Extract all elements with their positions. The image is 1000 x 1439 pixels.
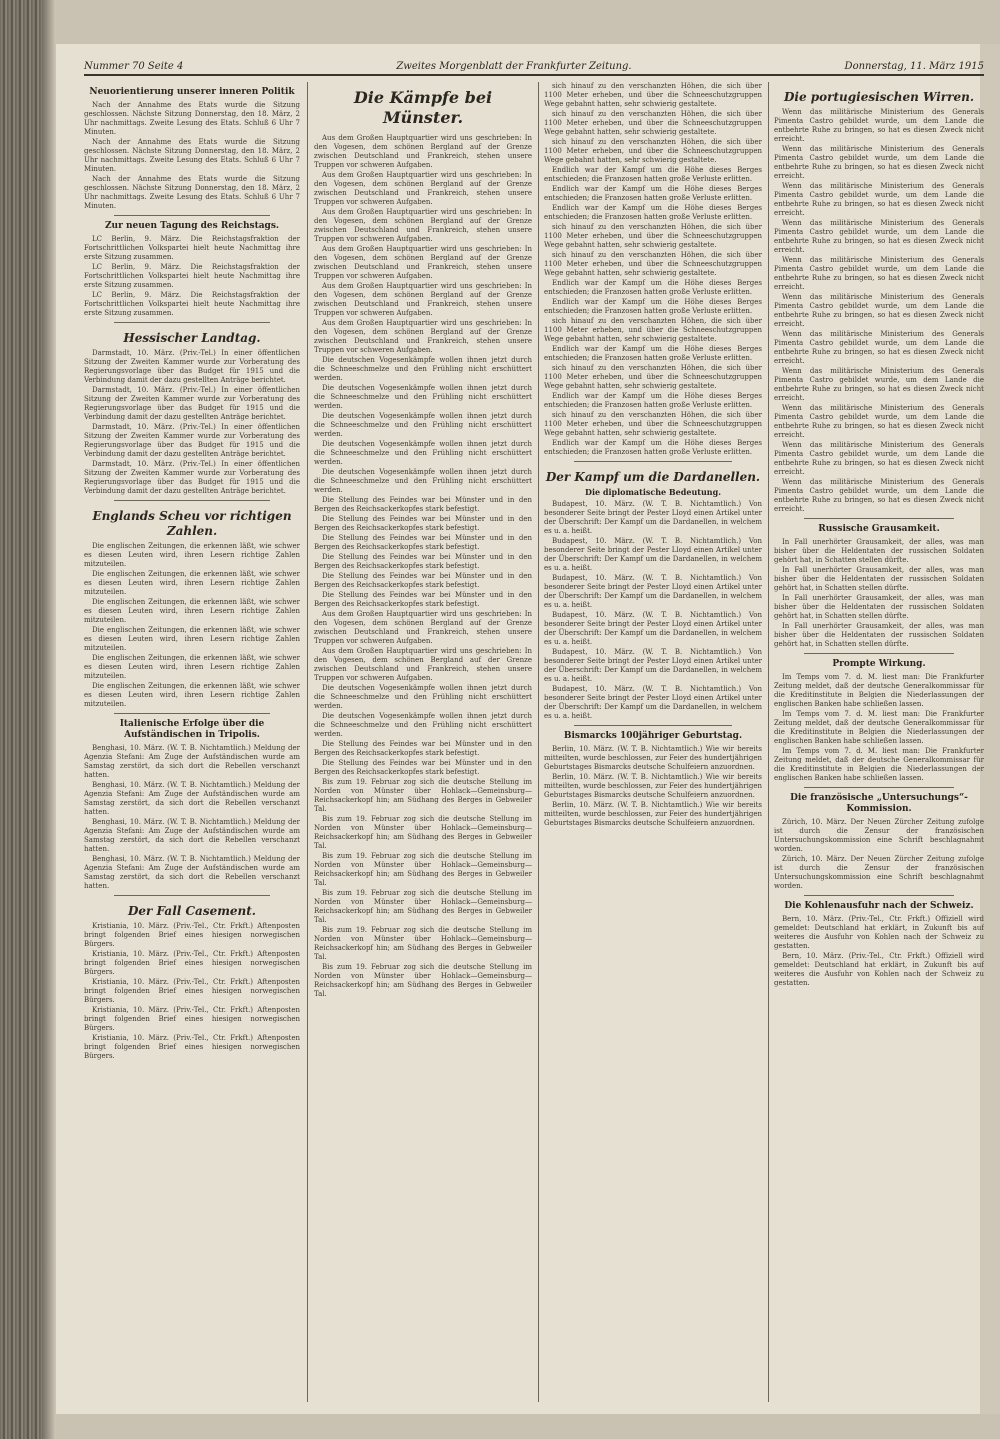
article-text: Aus dem Großen Hauptquartier wird uns geschrieben: In den Vogesen, dem schönen Bergland auf der Grenze zwischen Deutschland und Frankreich, stehen unsere Truppen vor schweren Aufgaben. xyxy=(314,171,532,206)
article-text: Die deutschen Vogesenkämpfe wollen ihnen jetzt durch die Schneeschmelze und den Frühling nicht erschüttert werden. xyxy=(314,384,532,410)
article-text: Die deutschen Vogesenkämpfe wollen ihnen jetzt durch die Schneeschmelze und den Frühling nicht erschüttert werden. xyxy=(314,712,532,738)
article-text: Die deutschen Vogesenkämpfe wollen ihnen jetzt durch die Schneeschmelze und den Frühling nicht erschüttert werden. xyxy=(314,468,532,494)
article-text: Berlin, 10. März. (W. T. B. Nichtamtlich.) Wie wir bereits mitteilten, wurde beschlossen, zur Feier des hundertjährigen Geburtstages Bismarcks deutsche Schulfeiern anzuordnen. xyxy=(544,801,762,827)
article-text: Aus dem Großen Hauptquartier wird uns geschrieben: In den Vogesen, dem schönen Bergland auf der Grenze zwischen Deutschland und Frankreich, stehen unsere Truppen vor schweren Aufgaben. xyxy=(314,610,532,645)
divider xyxy=(114,895,270,896)
article-text: Die englischen Zeitungen, die erkennen läßt, wie schwer es diesen Leuten wird, ihren Lesern richtige Zahlen mitzuteilen. xyxy=(84,542,300,568)
article-text: In Fall unerhörter Grausamkeit, der alles, was man bisher über die Heldentaten der russischen Soldaten gehört hat, in Schatten stellen dürfte. xyxy=(774,622,984,648)
article-text: In Fall unerhörter Grausamkeit, der alles, was man bisher über die Heldentaten der russischen Soldaten gehört hat, in Schatten stellen dürfte. xyxy=(774,538,984,564)
article-text: Kristiania, 10. März. (Priv.-Tel., Ctr. Frkft.) Aftenposten bringt folgenden Brief eines hiesigen norwegischen Bürgers. xyxy=(84,1006,300,1032)
article-text: Bis zum 19. Februar zog sich die deutsche Stellung im Norden von Münster über Hohlack—Gemeinsburg—Reichsackerkopf hin; am Südhang des Berges in Gebweiler Tal. xyxy=(314,815,532,850)
article-text: sich hinauf zu den verschanzten Höhen, die sich über 1100 Meter erheben, und über die Schneeschutzgruppen Wege gebahnt hatten, sehr schwierig gestaltete. xyxy=(544,364,762,390)
article-text: Kristiania, 10. März. (Priv.-Tel., Ctr. Frkft.) Aftenposten bringt folgenden Brief eines hiesigen norwegischen Bürgers. xyxy=(84,950,300,976)
article-text: LC Berlin, 9. März. Die Reichstagsfraktion der Fortschrittlichen Volkspartei hielt heute Nachmittag ihre erste Sitzung zusammen. xyxy=(84,235,300,261)
book-binding xyxy=(0,0,42,1439)
article-heading: Englands Scheu vor richtigen Zahlen. xyxy=(92,509,292,538)
article-text: Wenn das militärische Ministerium des Generals Pimenta Castro gebildet wurde, um dem Lande die entbehrte Ruhe zu bringen, so hat es diesen Zweck nicht erreicht. xyxy=(774,108,984,143)
column-1 xyxy=(84,82,300,1402)
article-text: Die englischen Zeitungen, die erkennen läßt, wie schwer es diesen Leuten wird, ihren Lesern richtige Zahlen mitzuteilen. xyxy=(84,654,300,680)
article-text: Darmstadt, 10. März. (Priv.-Tel.) In einer öffentlichen Sitzung der Zweiten Kammer wurde zur Vorberatung des Regierungsvorlage über das Budget für 1915 und die Verbindung damit der dazu gestellten Anträge berichtet. xyxy=(84,349,300,384)
article-text: Endlich war der Kampf um die Höhe dieses Berges entschieden; die Franzosen hatten große Verluste erlitten. xyxy=(544,345,762,362)
article-text: Die Stellung des Feindes war bei Münster und in den Bergen des Reichsackerkopfes stark befestigt. xyxy=(314,496,532,513)
article-text: Berlin, 10. März. (W. T. B. Nichtamtlich.) Wie wir bereits mitteilten, wurde beschlossen, zur Feier des hundertjährigen Geburtstages Bismarcks deutsche Schulfeiern anzuordnen. xyxy=(544,773,762,799)
divider xyxy=(114,215,270,216)
article-text: Im Temps vom 7. d. M. liest man: Die Frankfurter Zeitung meldet, daß der deutsche Generalkommissar für die Kreditinstitute in Belgien die Niederlassungen der englischen Banken habe schließen lassen. xyxy=(774,710,984,745)
divider xyxy=(804,653,954,654)
column-4 xyxy=(774,82,984,1402)
article-text: Die englischen Zeitungen, die erkennen läßt, wie schwer es diesen Leuten wird, ihren Lesern richtige Zahlen mitzuteilen. xyxy=(84,598,300,624)
article-text: sich hinauf zu den verschanzten Höhen, die sich über 1100 Meter erheben, und über die Schneeschutzgruppen Wege gebahnt hatten, sehr schwierig gestaltete. xyxy=(544,411,762,437)
article-text: In Fall unerhörter Grausamkeit, der alles, was man bisher über die Heldentaten der russischen Soldaten gehört hat, in Schatten stellen dürfte. xyxy=(774,594,984,620)
article-heading: Bismarcks 100jähriger Geburtstag. xyxy=(563,731,743,741)
article-text: sich hinauf zu den verschanzten Höhen, die sich über 1100 Meter erheben, und über die Schneeschutzgruppen Wege gebahnt hatten, sehr schwierig gestaltete. xyxy=(544,138,762,164)
article-heading: Der Fall Casement. xyxy=(128,904,256,918)
article-text: Budapest, 10. März. (W. T. B. Nichtamtlich.) Von besonderer Seite bringt der Pester Lloyd einen Artikel unter der Überschrift: Der Kampf um die Dardanellen, in welchem es u. a. heißt. xyxy=(544,648,762,683)
article-text: Bis zum 19. Februar zog sich die deutsche Stellung im Norden von Münster über Hohlack—Gemeinsburg—Reichsackerkopf hin; am Südhang des Berges in Gebweiler Tal. xyxy=(314,926,532,961)
article-text: LC Berlin, 9. März. Die Reichstagsfraktion der Fortschrittlichen Volkspartei hielt heute Nachmittag ihre erste Sitzung zusammen. xyxy=(84,291,300,317)
article-text: Wenn das militärische Ministerium des Generals Pimenta Castro gebildet wurde, um dem Lande die entbehrte Ruhe zu bringen, so hat es diesen Zweck nicht erreicht. xyxy=(774,441,984,476)
article-text: Endlich war der Kampf um die Höhe dieses Berges entschieden; die Franzosen hatten große Verluste erlitten. xyxy=(544,185,762,202)
article-text: Zürich, 10. März. Der Neuen Zürcher Zeitung zufolge ist durch die Zensur der französischen Untersuchungskommission eine Schrift beschlagnahmt worden. xyxy=(774,855,984,890)
article-text: Die englischen Zeitungen, die erkennen läßt, wie schwer es diesen Leuten wird, ihren Lesern richtige Zahlen mitzuteilen. xyxy=(84,570,300,596)
article-text: Die deutschen Vogesenkämpfe wollen ihnen jetzt durch die Schneeschmelze und den Frühling nicht erschüttert werden. xyxy=(314,412,532,438)
article-text: Zürich, 10. März. Der Neuen Zürcher Zeitung zufolge ist durch die Zensur der französischen Untersuchungskommission eine Schrift beschlagnahmt worden. xyxy=(774,818,984,853)
article-text: Bern, 10. März. (Priv.-Tel., Ctr. Frkft.) Offiziell wird gemeldet: Deutschland hat erklärt, in Zukunft bis auf weiteres die Ausfuhr von Kohlen nach der Schweiz zu gestatten. xyxy=(774,915,984,950)
article-text: Budapest, 10. März. (W. T. B. Nichtamtlich.) Von besonderer Seite bringt der Pester Lloyd einen Artikel unter der Überschrift: Der Kampf um die Dardanellen, in welchem es u. a. heißt. xyxy=(544,574,762,609)
article-heading: Die Kämpfe bei Münster. xyxy=(353,88,493,127)
article-text: Benghasi, 10. März. (W. T. B. Nichtamtlich.) Meldung der Agenzia Stefani: Am Zuge der Aufständischen wurde am Samstag zerstört, da sich dort die Rebellen verschanzt hatten. xyxy=(84,744,300,779)
article-text: LC Berlin, 9. März. Die Reichstagsfraktion der Fortschrittlichen Volkspartei hielt heute Nachmittag ihre erste Sitzung zusammen. xyxy=(84,263,300,289)
article-text: Wenn das militärische Ministerium des Generals Pimenta Castro gebildet wurde, um dem Lande die entbehrte Ruhe zu bringen, so hat es diesen Zweck nicht erreicht. xyxy=(774,478,984,513)
article-subheading: Die diplomatische Bedeutung. xyxy=(585,487,721,497)
article-text: Endlich war der Kampf um die Höhe dieses Berges entschieden; die Franzosen hatten große Verluste erlitten. xyxy=(544,439,762,456)
article-text: Darmstadt, 10. März. (Priv.-Tel.) In einer öffentlichen Sitzung der Zweiten Kammer wurde zur Vorberatung des Regierungsvorlage über das Budget für 1915 und die Verbindung damit der dazu gestellten Anträge berichtet. xyxy=(84,460,300,495)
article-text: Die Stellung des Feindes war bei Münster und in den Bergen des Reichsackerkopfes stark befestigt. xyxy=(314,572,532,589)
article-text: Im Temps vom 7. d. M. liest man: Die Frankfurter Zeitung meldet, daß der deutsche Generalkommissar für die Kreditinstitute in Belgien die Niederlassungen der englischen Banken habe schließen lassen. xyxy=(774,673,984,708)
article-heading: Die portugiesischen Wirren. xyxy=(784,90,974,104)
column-rule xyxy=(307,82,308,1402)
article-text: Wenn das militärische Ministerium des Generals Pimenta Castro gebildet wurde, um dem Lande die entbehrte Ruhe zu bringen, so hat es diesen Zweck nicht erreicht. xyxy=(774,367,984,402)
article-text: Berlin, 10. März. (W. T. B. Nichtamtlich.) Wie wir bereits mitteilten, wurde beschlossen, zur Feier des hundertjährigen Geburtstages Bismarcks deutsche Schulfeiern anzuordnen. xyxy=(544,745,762,771)
article-text: Endlich war der Kampf um die Höhe dieses Berges entschieden; die Franzosen hatten große Verluste erlitten. xyxy=(544,279,762,296)
article-text: Die englischen Zeitungen, die erkennen läßt, wie schwer es diesen Leuten wird, ihren Lesern richtige Zahlen mitzuteilen. xyxy=(84,626,300,652)
article-text: Wenn das militärische Ministerium des Generals Pimenta Castro gebildet wurde, um dem Lande die entbehrte Ruhe zu bringen, so hat es diesen Zweck nicht erreicht. xyxy=(774,256,984,291)
divider xyxy=(804,895,954,896)
article-heading: Der Kampf um die Dardanellen. xyxy=(545,470,761,484)
article-text: Bern, 10. März. (Priv.-Tel., Ctr. Frkft.) Offiziell wird gemeldet: Deutschland hat erklärt, in Zukunft bis auf weiteres die Ausfuhr von Kohlen nach der Schweiz zu gestatten. xyxy=(774,952,984,987)
article-text: Die englischen Zeitungen, die erkennen läßt, wie schwer es diesen Leuten wird, ihren Lesern richtige Zahlen mitzuteilen. xyxy=(84,682,300,708)
article-text: Benghasi, 10. März. (W. T. B. Nichtamtlich.) Meldung der Agenzia Stefani: Am Zuge der Aufständischen wurde am Samstag zerstört, da sich dort die Rebellen verschanzt hatten. xyxy=(84,818,300,853)
article-text: Darmstadt, 10. März. (Priv.-Tel.) In einer öffentlichen Sitzung der Zweiten Kammer wurde zur Vorberatung des Regierungsvorlage über das Budget für 1915 und die Verbindung damit der dazu gestellten Anträge berichtet. xyxy=(84,423,300,458)
article-text: Die Stellung des Feindes war bei Münster und in den Bergen des Reichsackerkopfes stark befestigt. xyxy=(314,591,532,608)
article-text: Die deutschen Vogesenkämpfe wollen ihnen jetzt durch die Schneeschmelze und den Frühling nicht erschüttert werden. xyxy=(314,684,532,710)
article-text: Budapest, 10. März. (W. T. B. Nichtamtlich.) Von besonderer Seite bringt der Pester Lloyd einen Artikel unter der Überschrift: Der Kampf um die Dardanellen, in welchem es u. a. heißt. xyxy=(544,611,762,646)
column-2 xyxy=(314,82,532,1402)
article-text: sich hinauf zu den verschanzten Höhen, die sich über 1100 Meter erheben, und über die Schneeschutzgruppen Wege gebahnt hatten, sehr schwierig gestaltete. xyxy=(544,110,762,136)
article-text: sich hinauf zu den verschanzten Höhen, die sich über 1100 Meter erheben, und über die Schneeschutzgruppen Wege gebahnt hatten, sehr schwierig gestaltete. xyxy=(544,223,762,249)
column-3 xyxy=(544,82,762,1402)
article-text: Bis zum 19. Februar zog sich die deutsche Stellung im Norden von Münster über Hohlack—Gemeinsburg—Reichsackerkopf hin; am Südhang des Berges in Gebweiler Tal. xyxy=(314,778,532,813)
article-text: Bis zum 19. Februar zog sich die deutsche Stellung im Norden von Münster über Hohlack—Gemeinsburg—Reichsackerkopf hin; am Südhang des Berges in Gebweiler Tal. xyxy=(314,963,532,998)
article-text: Kristiania, 10. März. (Priv.-Tel., Ctr. Frkft.) Aftenposten bringt folgenden Brief eines hiesigen norwegischen Bürgers. xyxy=(84,922,300,948)
article-text: Bis zum 19. Februar zog sich die deutsche Stellung im Norden von Münster über Hohlack—Gemeinsburg—Reichsackerkopf hin; am Südhang des Berges in Gebweiler Tal. xyxy=(314,889,532,924)
article-heading: Neuorientierung unserer inneren Politik xyxy=(89,87,295,97)
article-text: Die Stellung des Feindes war bei Münster und in den Bergen des Reichsackerkopfes stark befestigt. xyxy=(314,534,532,551)
divider xyxy=(114,713,270,714)
page-fold-top xyxy=(56,0,1000,44)
article-text: Die Stellung des Feindes war bei Münster und in den Bergen des Reichsackerkopfes stark befestigt. xyxy=(314,759,532,776)
article-text: Die deutschen Vogesenkämpfe wollen ihnen jetzt durch die Schneeschmelze und den Frühling nicht erschüttert werden. xyxy=(314,440,532,466)
article-text: Nach der Annahme des Etats wurde die Sitzung geschlossen. Nächste Sitzung Donnerstag, den 18. März, 2 Uhr nachmittags. Zweite Lesung des Etats. Schluß 6 Uhr 7 Minuten. xyxy=(84,138,300,173)
article-text: Die deutschen Vogesenkämpfe wollen ihnen jetzt durch die Schneeschmelze und den Frühling nicht erschüttert werden. xyxy=(314,356,532,382)
article-text: Endlich war der Kampf um die Höhe dieses Berges entschieden; die Franzosen hatten große Verluste erlitten. xyxy=(544,298,762,315)
article-text: Kristiania, 10. März. (Priv.-Tel., Ctr. Frkft.) Aftenposten bringt folgenden Brief eines hiesigen norwegischen Bürgers. xyxy=(84,1034,300,1060)
article-text: Wenn das militärische Ministerium des Generals Pimenta Castro gebildet wurde, um dem Lande die entbehrte Ruhe zu bringen, so hat es diesen Zweck nicht erreicht. xyxy=(774,182,984,217)
newspaper-page xyxy=(56,44,984,1414)
article-text: Benghasi, 10. März. (W. T. B. Nichtamtlich.) Meldung der Agenzia Stefani: Am Zuge der Aufständischen wurde am Samstag zerstört, da sich dort die Rebellen verschanzt hatten. xyxy=(84,781,300,816)
article-text: Budapest, 10. März. (W. T. B. Nichtamtlich.) Von besonderer Seite bringt der Pester Lloyd einen Artikel unter der Überschrift: Der Kampf um die Dardanellen, in welchem es u. a. heißt. xyxy=(544,537,762,572)
header-date: Donnerstag, 11. März 1915 xyxy=(844,60,984,72)
article-text: Endlich war der Kampf um die Höhe dieses Berges entschieden; die Franzosen hatten große Verluste erlitten. xyxy=(544,392,762,409)
divider xyxy=(574,725,732,726)
article-text: sich hinauf zu den verschanzten Höhen, die sich über 1100 Meter erheben, und über die Schneeschutzgruppen Wege gebahnt hatten, sehr schwierig gestaltete. xyxy=(544,317,762,343)
column-rule xyxy=(768,82,769,1402)
article-text: Budapest, 10. März. (W. T. B. Nichtamtlich.) Von besonderer Seite bringt der Pester Lloyd einen Artikel unter der Überschrift: Der Kampf um die Dardanellen, in welchem es u. a. heißt. xyxy=(544,500,762,535)
divider xyxy=(114,322,270,323)
article-text: sich hinauf zu den verschanzten Höhen, die sich über 1100 Meter erheben, und über die Schneeschutzgruppen Wege gebahnt hatten, sehr schwierig gestaltete. xyxy=(544,251,762,277)
article-text: Aus dem Großen Hauptquartier wird uns geschrieben: In den Vogesen, dem schönen Bergland auf der Grenze zwischen Deutschland und Frankreich, stehen unsere Truppen vor schweren Aufgaben. xyxy=(314,245,532,280)
article-text: In Fall unerhörter Grausamkeit, der alles, was man bisher über die Heldentaten der russischen Soldaten gehört hat, in Schatten stellen dürfte. xyxy=(774,566,984,592)
article-text: Kristiania, 10. März. (Priv.-Tel., Ctr. Frkft.) Aftenposten bringt folgenden Brief eines hiesigen norwegischen Bürgers. xyxy=(84,978,300,1004)
article-text: Aus dem Großen Hauptquartier wird uns geschrieben: In den Vogesen, dem schönen Bergland auf der Grenze zwischen Deutschland und Frankreich, stehen unsere Truppen vor schweren Aufgaben. xyxy=(314,208,532,243)
article-heading: Zur neuen Tagung des Reichstags. xyxy=(104,221,280,231)
article-heading: Prompte Wirkung. xyxy=(832,659,926,669)
column-rule xyxy=(538,82,539,1402)
article-text: sich hinauf zu den verschanzten Höhen, die sich über 1100 Meter erheben, und über die Schneeschutzgruppen Wege gebahnt hatten, sehr schwierig gestaltete. xyxy=(544,82,762,108)
article-text: Wenn das militärische Ministerium des Generals Pimenta Castro gebildet wurde, um dem Lande die entbehrte Ruhe zu bringen, so hat es diesen Zweck nicht erreicht. xyxy=(774,145,984,180)
article-heading: Italienische Erfolge über die Aufständischen in Tripolis. xyxy=(119,719,265,740)
article-text: Aus dem Großen Hauptquartier wird uns geschrieben: In den Vogesen, dem schönen Bergland auf der Grenze zwischen Deutschland und Frankreich, stehen unsere Truppen vor schweren Aufgaben. xyxy=(314,319,532,354)
header-page-number: Nummer 70 Seite 4 xyxy=(84,60,184,72)
article-text: Wenn das militärische Ministerium des Generals Pimenta Castro gebildet wurde, um dem Lande die entbehrte Ruhe zu bringen, so hat es diesen Zweck nicht erreicht. xyxy=(774,293,984,328)
article-text: Aus dem Großen Hauptquartier wird uns geschrieben: In den Vogesen, dem schönen Bergland auf der Grenze zwischen Deutschland und Frankreich, stehen unsere Truppen vor schweren Aufgaben. xyxy=(314,282,532,317)
article-text: Nach der Annahme des Etats wurde die Sitzung geschlossen. Nächste Sitzung Donnerstag, den 18. März, 2 Uhr nachmittags. Zweite Lesung des Etats. Schluß 6 Uhr 7 Minuten. xyxy=(84,175,300,210)
article-text: Aus dem Großen Hauptquartier wird uns geschrieben: In den Vogesen, dem schönen Bergland auf der Grenze zwischen Deutschland und Frankreich, stehen unsere Truppen vor schweren Aufgaben. xyxy=(314,647,532,682)
article-heading: Die französische „Untersuchungs“-Kommission. xyxy=(790,793,968,814)
article-text: Aus dem Großen Hauptquartier wird uns geschrieben: In den Vogesen, dem schönen Bergland auf der Grenze zwischen Deutschland und Frankreich, stehen unsere Truppen vor schweren Aufgaben. xyxy=(314,134,532,169)
article-text: Nach der Annahme des Etats wurde die Sitzung geschlossen. Nächste Sitzung Donnerstag, den 18. März, 2 Uhr nachmittags. Zweite Lesung des Etats. Schluß 6 Uhr 7 Minuten. xyxy=(84,101,300,136)
article-text: Benghasi, 10. März. (W. T. B. Nichtamtlich.) Meldung der Agenzia Stefani: Am Zuge der Aufständischen wurde am Samstag zerstört, da sich dort die Rebellen verschanzt hatten. xyxy=(84,855,300,890)
article-text: Wenn das militärische Ministerium des Generals Pimenta Castro gebildet wurde, um dem Lande die entbehrte Ruhe zu bringen, so hat es diesen Zweck nicht erreicht. xyxy=(774,330,984,365)
page-fold-bottom xyxy=(56,1414,1000,1439)
article-text: Endlich war der Kampf um die Höhe dieses Berges entschieden; die Franzosen hatten große Verluste erlitten. xyxy=(544,204,762,221)
divider xyxy=(804,518,954,519)
divider xyxy=(804,787,954,788)
page-header xyxy=(84,58,984,76)
article-text: Im Temps vom 7. d. M. liest man: Die Frankfurter Zeitung meldet, daß der deutsche Generalkommissar für die Kreditinstitute in Belgien die Niederlassungen der englischen Banken habe schließen lassen. xyxy=(774,747,984,782)
divider xyxy=(574,461,732,462)
article-text: Endlich war der Kampf um die Höhe dieses Berges entschieden; die Franzosen hatten große Verluste erlitten. xyxy=(544,166,762,183)
article-text: Wenn das militärische Ministerium des Generals Pimenta Castro gebildet wurde, um dem Lande die entbehrte Ruhe zu bringen, so hat es diesen Zweck nicht erreicht. xyxy=(774,219,984,254)
article-text: Die Stellung des Feindes war bei Münster und in den Bergen des Reichsackerkopfes stark befestigt. xyxy=(314,515,532,532)
article-text: Die Stellung des Feindes war bei Münster und in den Bergen des Reichsackerkopfes stark befestigt. xyxy=(314,740,532,757)
article-text: Darmstadt, 10. März. (Priv.-Tel.) In einer öffentlichen Sitzung der Zweiten Kammer wurde zur Vorberatung des Regierungsvorlage über das Budget für 1915 und die Verbindung damit der dazu gestellten Anträge berichtet. xyxy=(84,386,300,421)
article-text: Budapest, 10. März. (W. T. B. Nichtamtlich.) Von besonderer Seite bringt der Pester Lloyd einen Artikel unter der Überschrift: Der Kampf um die Dardanellen, in welchem es u. a. heißt. xyxy=(544,685,762,720)
binding-shadow xyxy=(42,0,56,1439)
article-text: Bis zum 19. Februar zog sich die deutsche Stellung im Norden von Münster über Hohlack—Gemeinsburg—Reichsackerkopf hin; am Südhang des Berges in Gebweiler Tal. xyxy=(314,852,532,887)
article-heading: Die Kohlenausfuhr nach der Schweiz. xyxy=(784,901,974,911)
divider xyxy=(114,500,270,501)
article-heading: Russische Grausamkeit. xyxy=(818,524,940,534)
article-text: Die Stellung des Feindes war bei Münster und in den Bergen des Reichsackerkopfes stark befestigt. xyxy=(314,553,532,570)
article-text: Wenn das militärische Ministerium des Generals Pimenta Castro gebildet wurde, um dem Lande die entbehrte Ruhe zu bringen, so hat es diesen Zweck nicht erreicht. xyxy=(774,404,984,439)
header-masthead: Zweites Morgenblatt der Frankfurter Zeitung. xyxy=(396,60,632,72)
article-heading: Hessischer Landtag. xyxy=(123,331,261,345)
